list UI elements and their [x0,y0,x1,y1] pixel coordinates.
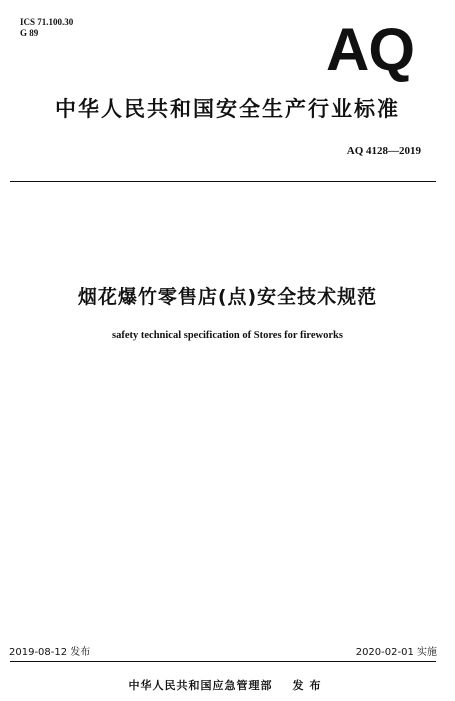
standard-series-title: 中华人民共和国安全生产行业标准 [55,97,400,121]
issue-date: 2019-08-12 发布 [9,647,91,658]
issuer-name: 中华人民共和国应急管理部 [128,679,273,692]
standard-number: AQ 4128—2019 [346,145,421,157]
document-title: 烟花爆竹零售店(点)安全技术规范 [77,286,378,308]
issue-verb: 发布 [292,679,327,692]
issuing-authority [0,678,455,694]
ics-code: ICS 71.100.30 [20,17,74,27]
aq-logo: AQ [326,16,414,83]
header-divider [10,181,436,182]
footer-divider [10,661,436,662]
implementation-date: 2020-02-01 实施 [355,647,437,658]
classification-code: G 89 [20,28,39,38]
document-english-title: safety technical specification of Stores for fireworks [112,330,343,341]
